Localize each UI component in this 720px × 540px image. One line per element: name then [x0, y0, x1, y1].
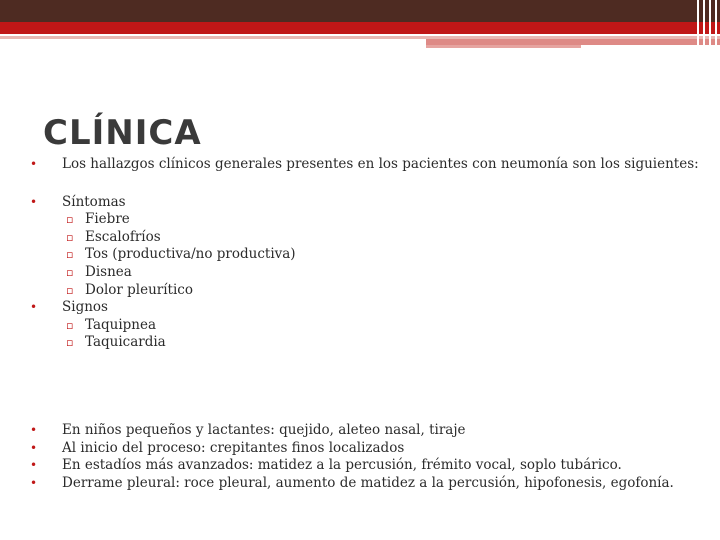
signs-sublist	[62, 317, 708, 352]
finding-item: • En niños pequeños y lactantes: quejido, aleteo nasal, tiraje	[28, 422, 708, 440]
finding-item: • Al inicio del proceso: crepitantes finos localizados	[28, 440, 708, 458]
finding-item: • Derrame pleural: roce pleural, aumento de matidez a la percusión, hipofonesis, egofonía.	[28, 475, 708, 493]
header-stripe	[697, 0, 699, 48]
intro-item: • Los hallazgos clínicos generales presentes en los pacientes con neumonía son los siguientes:	[28, 156, 708, 174]
header-stripe	[715, 0, 717, 48]
symptoms-signs-list	[28, 194, 708, 352]
signs-label: Signos	[62, 299, 108, 316]
intro-list	[28, 156, 708, 174]
slide-content	[28, 156, 708, 492]
signs-item	[28, 299, 708, 352]
sign-item: ▫ Taquicardia	[62, 334, 708, 352]
symptom-item: ▫ Fiebre	[62, 211, 708, 229]
header-band-dark	[0, 0, 720, 22]
header-band-red	[0, 22, 720, 34]
sign-item: ▫ Taquipnea	[62, 317, 708, 335]
symptoms-item	[28, 194, 708, 300]
header-bar-pink-short	[426, 45, 581, 48]
slide-title: CLÍNICA	[43, 113, 202, 153]
header-stripe	[703, 0, 705, 48]
symptom-item: ▫ Tos (productiva/no productiva)	[62, 246, 708, 264]
findings-list	[28, 422, 708, 492]
finding-item: • En estadíos más avanzados: matidez a la percusión, frémito vocal, soplo tubárico.	[28, 457, 708, 475]
symptom-item: ▫ Escalofríos	[62, 229, 708, 247]
symptom-item: ▫ Dolor pleurítico	[62, 282, 708, 300]
symptom-item: ▫ Disnea	[62, 264, 708, 282]
header-stripe	[709, 0, 711, 48]
symptoms-sublist	[62, 211, 708, 299]
symptoms-label: Síntomas	[62, 193, 126, 210]
